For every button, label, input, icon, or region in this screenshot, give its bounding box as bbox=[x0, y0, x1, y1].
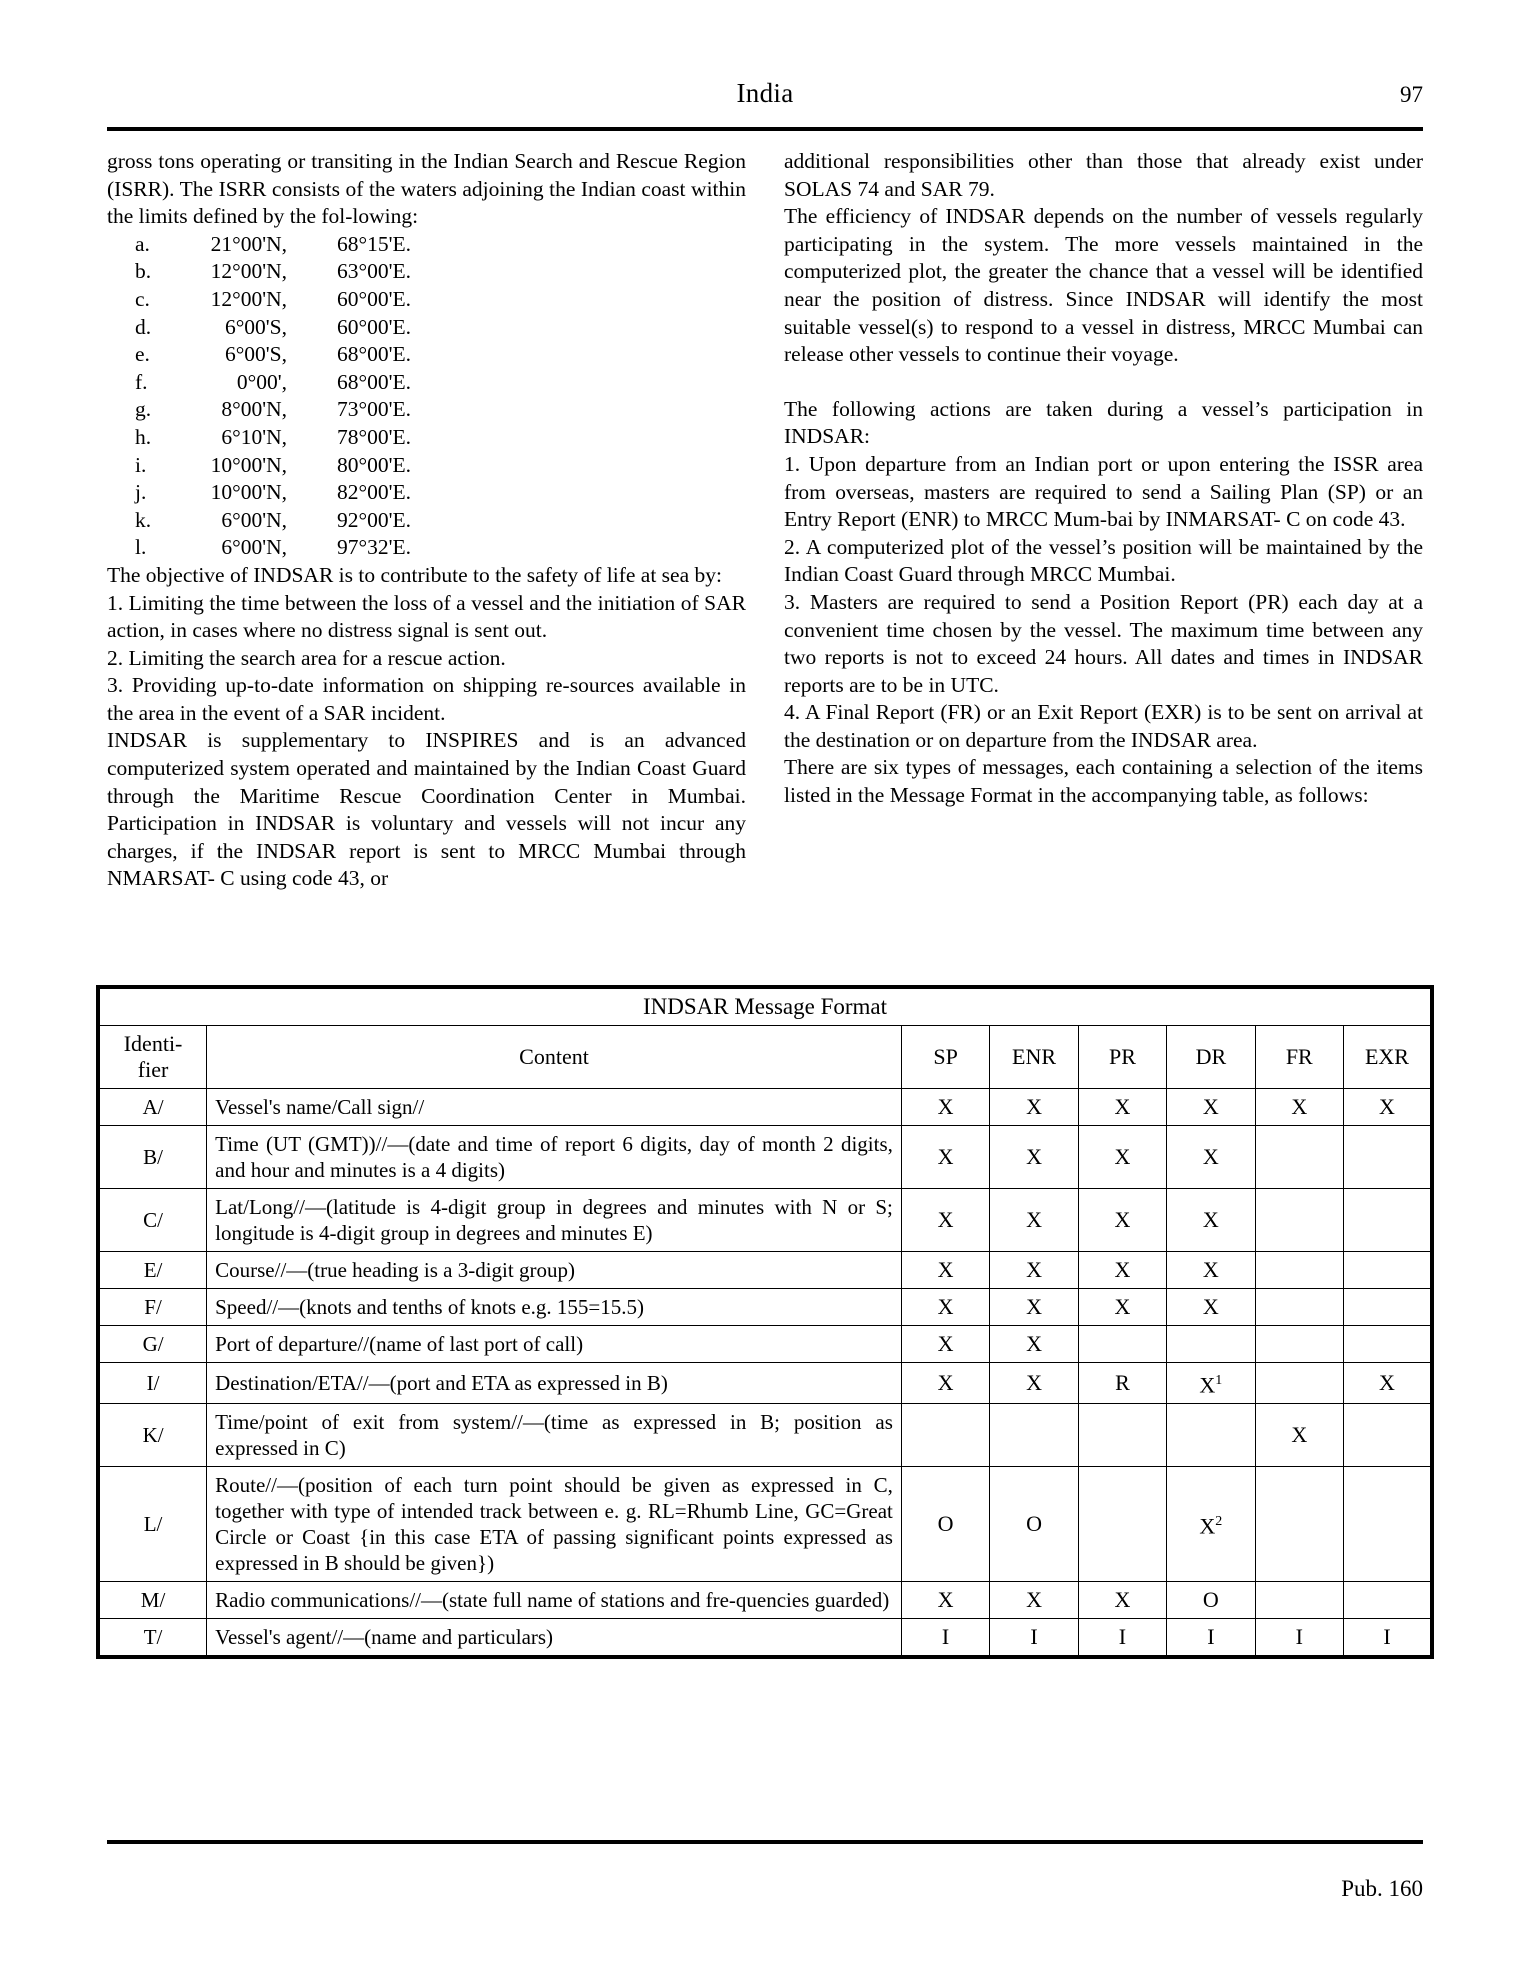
row-identifier: B/ bbox=[98, 1126, 207, 1189]
coord-latitude: 12°00'N, bbox=[210, 259, 287, 284]
table-row bbox=[98, 1126, 1432, 1189]
coord-letter: a. bbox=[135, 231, 150, 256]
coord-longitude: 68°00'E. bbox=[337, 342, 411, 367]
table-title-row bbox=[98, 987, 1432, 1026]
row-mark-dr bbox=[1167, 1404, 1255, 1467]
table-row bbox=[98, 1289, 1432, 1326]
right-paragraph-3: The following actions are taken during a vessel’s participation in INDSAR: bbox=[784, 396, 1423, 449]
table-row bbox=[98, 1467, 1432, 1582]
column-header-dr: DR bbox=[1167, 1026, 1255, 1089]
row-content: Speed//—(knots and tenths of knots e.g. 155=15.5) bbox=[207, 1289, 902, 1326]
row-content: Time (UT (GMT))//—(date and time of report 6 digits, day of month 2 digits, and hour and minutes is a 4 digits) bbox=[207, 1126, 902, 1189]
row-identifier: A/ bbox=[98, 1089, 207, 1126]
row-identifier: T/ bbox=[98, 1619, 207, 1658]
row-mark-fr bbox=[1255, 1363, 1343, 1404]
row-mark-pr: X bbox=[1078, 1582, 1166, 1619]
coord-letter: c. bbox=[135, 286, 150, 311]
row-identifier: C/ bbox=[98, 1189, 207, 1252]
table-header-row bbox=[98, 1026, 1432, 1089]
row-mark-enr bbox=[990, 1404, 1078, 1467]
row-mark-pr: X bbox=[1078, 1126, 1166, 1189]
right-numbered-item-1: 1. Upon departure from an Indian port or upon entering the ISSR area from overseas, masters are required to send a Sailing Plan (SP) or an Entry Report (ENR) to MRCC Mum-bai by INMARSAT- C on code 43. bbox=[784, 451, 1423, 532]
left-paragraph-2: The objective of INDSAR is to contribute to the safety of life at sea by: bbox=[107, 562, 722, 587]
table-row bbox=[98, 1363, 1432, 1404]
list-item bbox=[107, 534, 746, 562]
row-identifier: I/ bbox=[98, 1363, 207, 1404]
table-row bbox=[98, 1089, 1432, 1126]
row-mark-fr bbox=[1255, 1467, 1343, 1582]
row-identifier: K/ bbox=[98, 1404, 207, 1467]
row-mark-dr: X bbox=[1167, 1252, 1255, 1289]
row-mark-fr: X bbox=[1255, 1404, 1343, 1467]
row-mark-pr bbox=[1078, 1404, 1166, 1467]
row-mark-enr: O bbox=[990, 1467, 1078, 1582]
table-row bbox=[98, 1189, 1432, 1252]
right-paragraph-4: There are six types of messages, each containing a selection of the items listed in the Message Format in the accompanying table, as follows: bbox=[784, 755, 1423, 808]
row-mark-dr: I bbox=[1167, 1619, 1255, 1658]
coord-letter: f. bbox=[135, 369, 148, 394]
column-header-pr: PR bbox=[1078, 1026, 1166, 1089]
coord-latitude: 10°00'N, bbox=[210, 452, 287, 477]
row-mark-enr: X bbox=[990, 1089, 1078, 1126]
row-content: Port of departure//(name of last port of call) bbox=[207, 1326, 902, 1363]
column-header-identifier bbox=[98, 1026, 207, 1089]
row-identifier: E/ bbox=[98, 1252, 207, 1289]
body-columns bbox=[107, 148, 1423, 893]
coord-letter: j. bbox=[135, 480, 147, 505]
identifier-header-line-2: fier bbox=[137, 1057, 169, 1082]
list-item bbox=[107, 369, 746, 397]
row-mark-exr: X bbox=[1343, 1089, 1432, 1126]
row-mark-enr: X bbox=[990, 1326, 1078, 1363]
row-mark-sp: X bbox=[901, 1189, 989, 1252]
row-content: Route//—(position of each turn point should be given as expressed in C, together with type of intended track between e. g. RL=Rhumb Line, GC=Great Circle or Coast {in this case ETA of passing significant points expressed as expressed in B should be given}) bbox=[207, 1467, 902, 1582]
column-header-fr: FR bbox=[1255, 1026, 1343, 1089]
table-row bbox=[98, 1582, 1432, 1619]
coord-latitude: 12°00'N, bbox=[210, 286, 287, 311]
coord-latitude: 0°00', bbox=[236, 369, 287, 394]
mark-value: X bbox=[1199, 1372, 1216, 1398]
right-column bbox=[784, 148, 1423, 893]
coord-longitude: 63°00'E. bbox=[337, 259, 411, 284]
row-mark-fr bbox=[1255, 1326, 1343, 1363]
list-item bbox=[107, 452, 746, 480]
right-numbered-item-4: 4. A Final Report (FR) or an Exit Report (EXR) is to be sent on arrival at the destination or on departure from the INDSAR area. bbox=[784, 700, 1423, 752]
coord-longitude: 60°00'E. bbox=[337, 286, 411, 311]
row-mark-exr bbox=[1343, 1252, 1432, 1289]
row-mark-sp: X bbox=[901, 1126, 989, 1189]
list-item bbox=[107, 396, 746, 424]
coord-longitude: 82°00'E. bbox=[337, 480, 411, 505]
row-mark-fr bbox=[1255, 1189, 1343, 1252]
row-mark-pr: X bbox=[1078, 1289, 1166, 1326]
mark-superscript: 1 bbox=[1215, 1373, 1223, 1388]
row-content: Radio communications//—(state full name of stations and fre-quencies guarded) bbox=[207, 1582, 902, 1619]
coord-letter: h. bbox=[135, 424, 152, 449]
right-paragraph-2: The efficiency of INDSAR depends on the number of vessels regularly participating in the system. The more vessels maintained in the computerized plot, the greater the chance that a vessel will be identified near the position of distress. Since INDSAR will identify the most suitable vessel(s) to respond to a vessel in distress, MRCC Mumbai can release other vessels to continue their voyage. bbox=[784, 204, 1423, 367]
row-mark-enr: X bbox=[990, 1363, 1078, 1404]
left-column bbox=[107, 148, 746, 893]
row-mark-sp: X bbox=[901, 1252, 989, 1289]
coord-letter: b. bbox=[135, 259, 152, 284]
row-mark-exr bbox=[1343, 1289, 1432, 1326]
row-mark-sp: O bbox=[901, 1467, 989, 1582]
row-content: Vessel's agent//—(name and particulars) bbox=[207, 1619, 902, 1658]
row-content: Vessel's name/Call sign// bbox=[207, 1089, 902, 1126]
row-mark-dr bbox=[1167, 1326, 1255, 1363]
left-numbered-item-1: 1. Limiting the time between the loss of a vessel and the initiation of SAR action, in cases where no distress signal is sent out. bbox=[107, 590, 746, 643]
row-mark-sp: X bbox=[901, 1582, 989, 1619]
row-mark-sp: X bbox=[901, 1289, 989, 1326]
coord-longitude: 80°00'E. bbox=[337, 452, 411, 477]
row-mark-exr bbox=[1343, 1404, 1432, 1467]
list-item bbox=[107, 258, 746, 286]
left-numbered-item-3: 3. Providing up-to-date information on shipping re-sources available in the area in the event of a SAR incident. bbox=[107, 673, 746, 725]
page-title: India bbox=[736, 78, 794, 108]
coordinate-list bbox=[107, 231, 746, 562]
row-mark-dr: X bbox=[1167, 1189, 1255, 1252]
page-header bbox=[107, 78, 1423, 118]
row-mark-sp: X bbox=[901, 1363, 989, 1404]
list-item bbox=[107, 314, 746, 342]
coord-letter: d. bbox=[135, 314, 152, 339]
row-mark-dr: X bbox=[1167, 1126, 1255, 1189]
coord-latitude: 8°00'N, bbox=[221, 397, 287, 422]
publication-label: Pub. 160 bbox=[1341, 1876, 1423, 1901]
row-mark-pr bbox=[1078, 1326, 1166, 1363]
row-mark-dr: O bbox=[1167, 1582, 1255, 1619]
header-rule bbox=[107, 127, 1423, 131]
coord-letter: k. bbox=[135, 507, 152, 532]
footer-rule bbox=[107, 1840, 1423, 1844]
row-mark-sp: I bbox=[901, 1619, 989, 1658]
row-identifier: G/ bbox=[98, 1326, 207, 1363]
coord-latitude: 10°00'N, bbox=[210, 480, 287, 505]
indsar-table-container bbox=[96, 985, 1434, 1659]
list-item bbox=[107, 479, 746, 507]
row-mark-exr: X bbox=[1343, 1363, 1432, 1404]
coord-longitude: 68°15'E. bbox=[337, 231, 411, 256]
coord-longitude: 78°00'E. bbox=[337, 424, 411, 449]
table-row bbox=[98, 1326, 1432, 1363]
row-mark-fr bbox=[1255, 1582, 1343, 1619]
mark-superscript: 2 bbox=[1215, 1514, 1223, 1530]
row-mark-sp: X bbox=[901, 1326, 989, 1363]
coord-letter: i. bbox=[135, 452, 147, 477]
coord-latitude: 6°10'N, bbox=[221, 424, 287, 449]
row-identifier: F/ bbox=[98, 1289, 207, 1326]
list-item bbox=[107, 286, 746, 314]
coord-latitude: 6°00'N, bbox=[221, 535, 287, 560]
row-content: Lat/Long//—(latitude is 4-digit group in degrees and minutes with N or S; longitude is 4-digit group in degrees and minutes E) bbox=[207, 1189, 902, 1252]
row-mark-fr bbox=[1255, 1289, 1343, 1326]
row-mark-exr bbox=[1343, 1582, 1432, 1619]
page-number: 97 bbox=[1400, 82, 1423, 107]
row-mark-fr bbox=[1255, 1126, 1343, 1189]
row-mark-exr: I bbox=[1343, 1619, 1432, 1658]
coord-longitude: 97°32'E. bbox=[337, 535, 411, 560]
row-mark-dr bbox=[1167, 1467, 1255, 1582]
column-header-sp: SP bbox=[901, 1026, 989, 1089]
row-mark-dr: X bbox=[1167, 1089, 1255, 1126]
row-mark-enr: X bbox=[990, 1189, 1078, 1252]
row-mark-enr: X bbox=[990, 1582, 1078, 1619]
coord-longitude: 73°00'E. bbox=[337, 397, 411, 422]
row-mark-enr: X bbox=[990, 1289, 1078, 1326]
row-mark-fr: X bbox=[1255, 1089, 1343, 1126]
row-mark-dr: X bbox=[1167, 1289, 1255, 1326]
row-mark-fr: I bbox=[1255, 1619, 1343, 1658]
left-paragraph-1: gross tons operating or transiting in the Indian Search and Rescue Region (ISRR). The ISRR consists of the waters adjoining the Indian coast within the limits defined by the fol-lowing: bbox=[107, 149, 746, 229]
row-mark-pr bbox=[1078, 1467, 1166, 1582]
identifier-header-line-1: Identi- bbox=[123, 1031, 183, 1056]
coord-latitude: 6°00'S, bbox=[224, 342, 287, 367]
table-row bbox=[98, 1404, 1432, 1467]
right-numbered-item-2: 2. A computerized plot of the vessel’s position will be maintained by the Indian Coast Guard through MRCC Mumbai. bbox=[784, 534, 1423, 587]
indsar-message-format-table bbox=[96, 985, 1434, 1659]
left-numbered-item-2: 2. Limiting the search area for a rescue action. bbox=[107, 645, 506, 670]
list-item bbox=[107, 424, 746, 452]
row-mark-enr: X bbox=[990, 1252, 1078, 1289]
table-title: INDSAR Message Format bbox=[98, 987, 1432, 1026]
row-mark-sp: X bbox=[901, 1089, 989, 1126]
row-mark-pr: R bbox=[1078, 1363, 1166, 1404]
right-numbered-item-3: 3. Masters are required to send a Position Report (PR) each day at a convenient time chosen by the vessel. The maximum time between any two reports is not to exceed 24 hours. All dates and times in INDSAR reports are to be in UTC. bbox=[784, 589, 1423, 697]
row-mark-fr bbox=[1255, 1252, 1343, 1289]
row-identifier: L/ bbox=[98, 1467, 207, 1582]
column-header-enr: ENR bbox=[990, 1026, 1078, 1089]
row-content: Course//—(true heading is a 3-digit group) bbox=[207, 1252, 902, 1289]
mark-value: X bbox=[1199, 1513, 1216, 1539]
row-mark-sp bbox=[901, 1404, 989, 1467]
row-mark-pr: X bbox=[1078, 1252, 1166, 1289]
row-mark-exr bbox=[1343, 1189, 1432, 1252]
table-row bbox=[98, 1619, 1432, 1658]
coord-longitude: 92°00'E. bbox=[337, 507, 411, 532]
coord-letter: g. bbox=[135, 397, 152, 422]
coord-latitude: 6°00'N, bbox=[221, 507, 287, 532]
row-mark-dr bbox=[1167, 1363, 1255, 1404]
row-mark-exr bbox=[1343, 1326, 1432, 1363]
list-item bbox=[107, 231, 746, 259]
column-header-content: Content bbox=[207, 1026, 902, 1089]
left-paragraph-3: INDSAR is supplementary to INSPIRES and is an advanced computerized system operated and maintained by the Indian Coast Guard through the Maritime Rescue Coordination Center in Mumbai. Participation in INDSAR is voluntary and vessels will not incur any charges, if the INDSAR report is sent to MRCC Mumbai through NMARSAT- C using code 43, or bbox=[107, 728, 746, 891]
list-item bbox=[107, 507, 746, 535]
row-mark-enr: X bbox=[990, 1126, 1078, 1189]
coord-longitude: 60°00'E. bbox=[337, 314, 411, 339]
right-paragraph-1: additional responsibilities other than those that already exist under SOLAS 74 and SAR 79. bbox=[784, 149, 1423, 201]
row-mark-pr: X bbox=[1078, 1089, 1166, 1126]
table-row bbox=[98, 1252, 1432, 1289]
row-mark-pr: X bbox=[1078, 1189, 1166, 1252]
paragraph-spacer bbox=[784, 369, 1423, 396]
coord-letter: e. bbox=[135, 342, 150, 367]
row-identifier: M/ bbox=[98, 1582, 207, 1619]
coord-letter: l. bbox=[135, 535, 147, 560]
coord-longitude: 68°00'E. bbox=[337, 369, 411, 394]
row-mark-exr bbox=[1343, 1467, 1432, 1582]
row-mark-enr: I bbox=[990, 1619, 1078, 1658]
list-item bbox=[107, 341, 746, 369]
coord-latitude: 6°00'S, bbox=[224, 314, 287, 339]
row-content: Time/point of exit from system//—(time as expressed in B; position as expressed in C) bbox=[207, 1404, 902, 1467]
coord-latitude: 21°00'N, bbox=[210, 231, 287, 256]
column-header-exr: EXR bbox=[1343, 1026, 1432, 1089]
row-mark-pr: I bbox=[1078, 1619, 1166, 1658]
row-mark-exr bbox=[1343, 1126, 1432, 1189]
row-content: Destination/ETA//—(port and ETA as expressed in B) bbox=[207, 1363, 902, 1404]
